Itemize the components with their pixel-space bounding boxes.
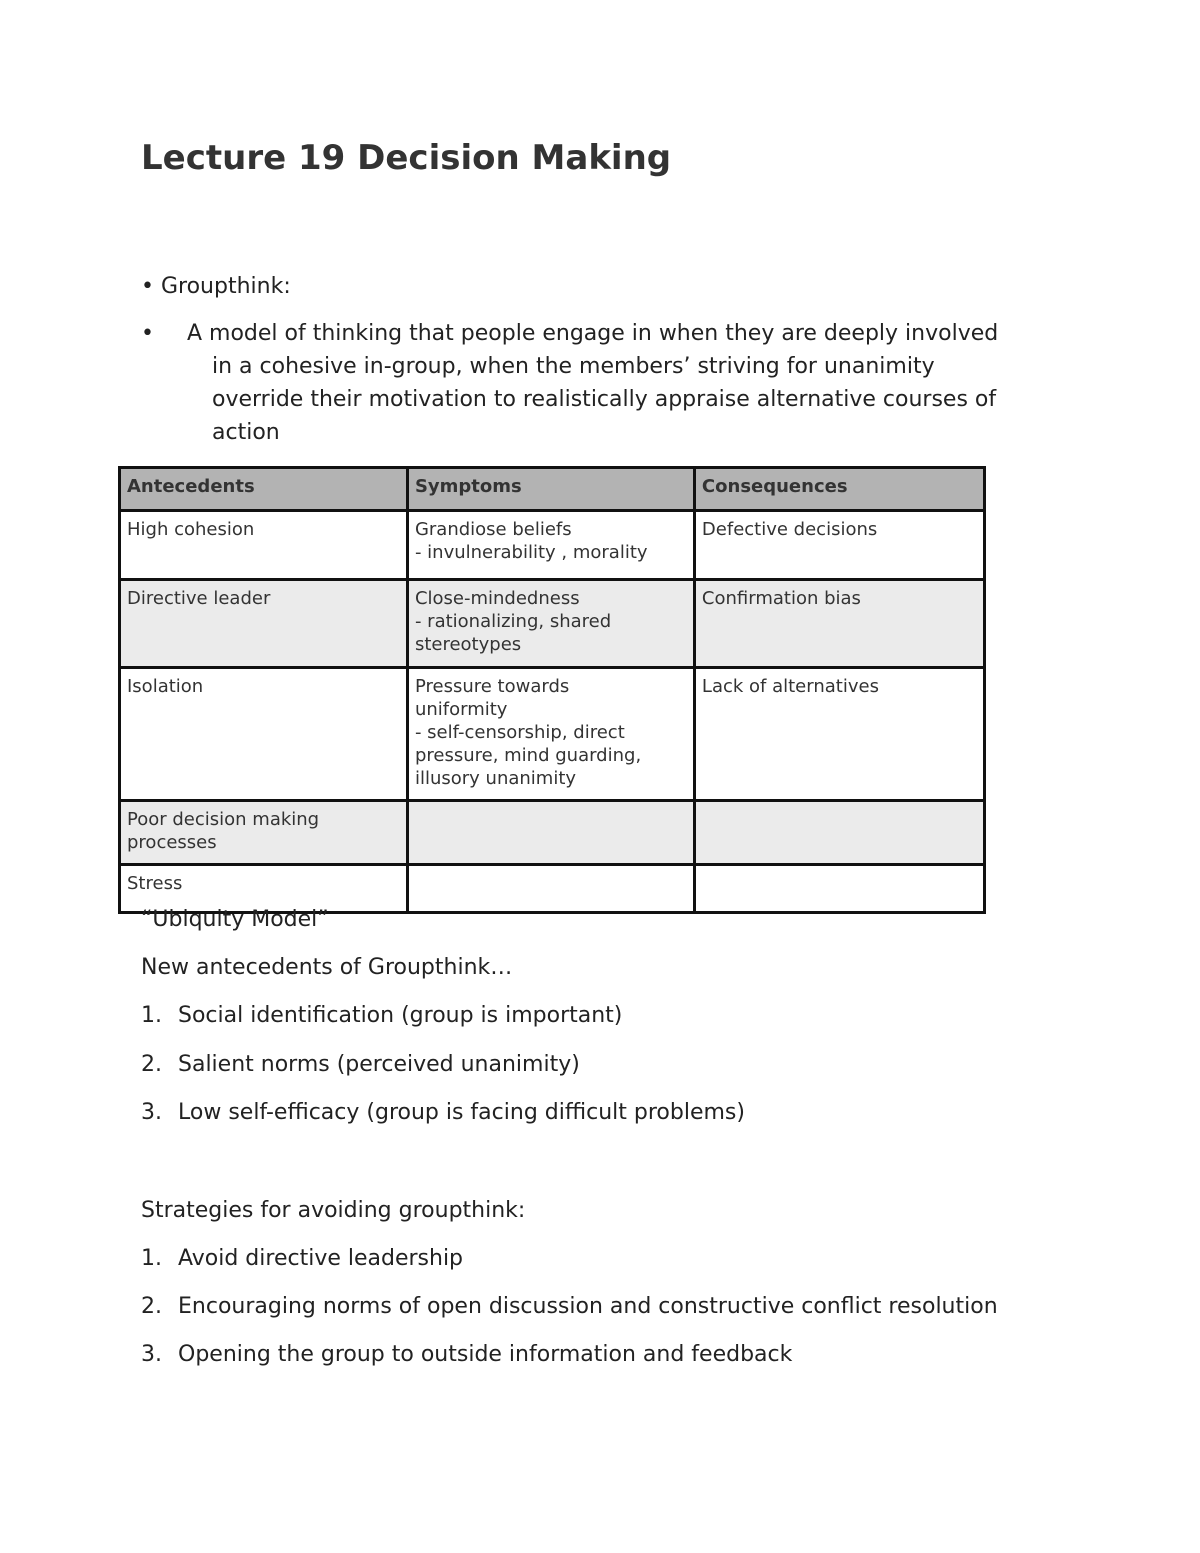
list-number: 3. [141,1342,162,1367]
cell-line: - rationalizing, shared [414,611,612,632]
list-item [141,1242,463,1275]
cell-line: Defective decisions [701,519,878,540]
cell-line: - self-censorship, direct [414,722,625,743]
list-text: Social identification (group is important) [178,1003,623,1028]
table-cell [120,668,408,801]
list-number: 2. [141,1294,162,1319]
list-number: 3. [141,1100,162,1125]
cell-line: stereotypes [414,634,522,655]
table-cell [694,580,984,668]
groupthink-table [118,466,986,914]
table-cell [407,580,694,668]
cell-line: Lack of alternatives [701,676,879,697]
cell-line: Directive leader [127,588,271,609]
table-cell [120,580,408,668]
table-row [120,511,985,580]
bullet-groupthink: • Groupthink: [141,274,291,299]
cell-line: processes [127,832,217,853]
list-number: 1. [141,1003,162,1028]
definition-line: override their motivation to realistically appraise alternative courses of [212,387,997,412]
table-header-cell: Symptoms [407,468,694,511]
table-row [120,801,985,865]
cell-line: Pressure towards [414,676,570,697]
page-title: Lecture 19 Decision Making [141,138,672,178]
cell-line: Poor decision making [127,809,320,830]
table-cell [694,511,984,580]
table-row [120,668,985,801]
list-item [141,1338,792,1371]
cell-line: Isolation [127,676,204,697]
cell-line: illusory unanimity [414,768,577,789]
definition-line: in a cohesive in-group, when the members’ striving for unanimity [212,354,935,379]
table-cell [694,865,984,913]
list-text: Low self-efficacy (group is facing difficult problems) [178,1100,745,1125]
table-cell [407,865,694,913]
ubiquity-model-label: “Ubiquity Model” [141,907,329,932]
list-text: Avoid directive leadership [178,1246,464,1271]
cell-line: pressure, mind guarding, [414,745,642,766]
cell-line: Close-mindedness [414,588,580,609]
table-cell [694,668,984,801]
table-header-cell: Consequences [694,468,984,511]
cell-line: Grandiose beliefs [414,519,572,540]
table-cell [694,801,984,865]
cell-line: Stress [127,873,183,894]
definition-line: A model of thinking that people engage in when they are deeply involved [187,321,999,346]
table-header-cell: Antecedents [120,468,408,511]
table-cell [407,801,694,865]
bullet-definition: • A model of thinking that people engage in when they are deeply involved in a cohesive in-group, when the members’ striving for unanimity override their motivation to realistically appraise alternative courses of action [141,321,999,445]
list-text: Salient norms (perceived unanimity) [178,1052,580,1077]
list-item [141,999,622,1032]
list-item [141,1096,745,1129]
list-number: 2. [141,1052,162,1077]
cell-line: uniformity [414,699,508,720]
list-number: 1. [141,1246,162,1271]
table-cell [407,511,694,580]
list-text: Encouraging norms of open discussion and constructive conflict resolution [178,1294,998,1319]
list-item [141,1048,580,1081]
table-cell [120,511,408,580]
list-item [141,1290,998,1323]
new-antecedents-heading: New antecedents of Groupthink… [141,955,513,980]
definition-line: action [212,420,280,445]
table-header-row [120,468,985,511]
cell-line: High cohesion [127,519,255,540]
table-cell [407,668,694,801]
table-row [120,580,985,668]
strategies-heading: Strategies for avoiding groupthink: [141,1198,526,1223]
bullet-text: Groupthink: [160,274,291,299]
cell-line: - invulnerability , morality [414,542,648,563]
list-text: Opening the group to outside information and feedback [178,1342,793,1367]
table-cell [120,801,408,865]
cell-line: Confirmation bias [701,588,861,609]
